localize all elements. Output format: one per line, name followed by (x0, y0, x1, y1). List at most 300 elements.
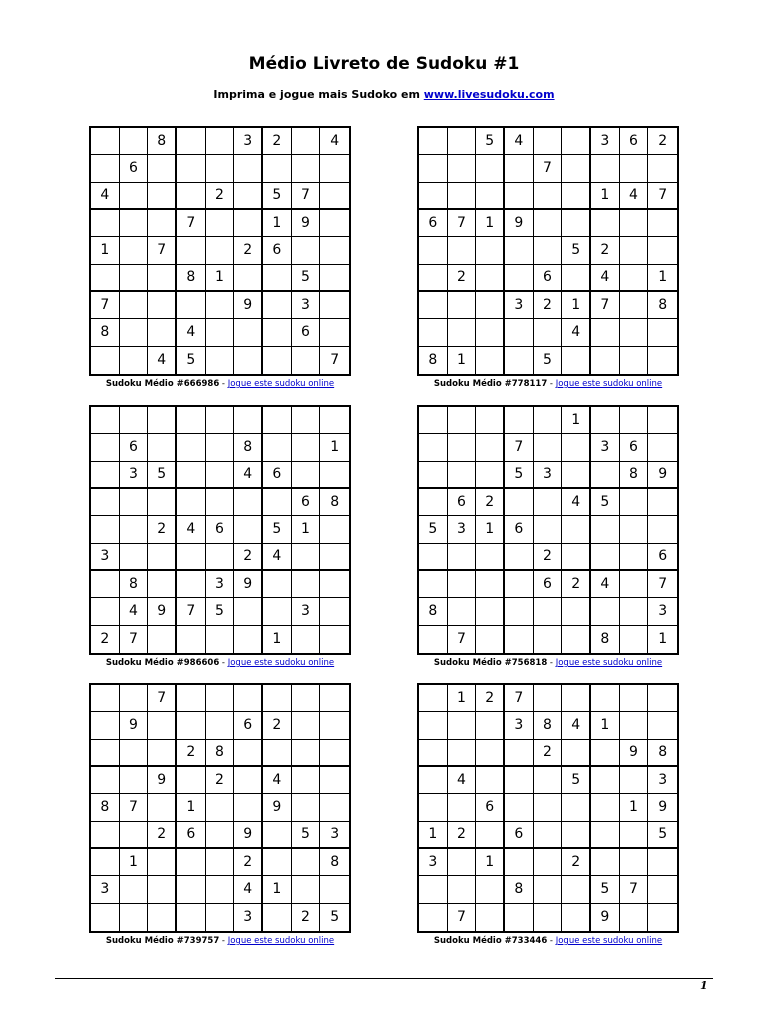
puzzle-label: Sudoku Médio #756818 (433, 658, 548, 668)
sudoku-cell: 1 (476, 849, 505, 876)
sudoku-cell: 7 (148, 237, 177, 264)
sudoku-cell: 3 (505, 712, 534, 739)
sudoku-cell (320, 876, 349, 903)
sudoku-cell (562, 876, 591, 903)
sudoku-cell (419, 626, 448, 653)
sudoku-cell (148, 210, 177, 237)
sudoku-cell (562, 265, 591, 292)
sudoku-cell: 6 (534, 571, 563, 598)
sudoku-cell (120, 516, 149, 543)
sudoku-cell: 6 (292, 489, 321, 516)
sudoku-cell (206, 407, 235, 434)
caption-separator: - (219, 658, 228, 668)
sudoku-cell: 7 (591, 292, 620, 319)
sudoku-cell: 2 (263, 128, 292, 155)
caption-separator: - (547, 658, 556, 668)
sudoku-cell (562, 210, 591, 237)
sudoku-cell (591, 544, 620, 571)
sudoku-cell (206, 849, 235, 876)
sudoku-cell: 1 (120, 849, 149, 876)
sudoku-cell (292, 685, 321, 712)
sudoku-cell (534, 516, 563, 543)
sudoku-cell (320, 794, 349, 821)
sudoku-cell (419, 794, 448, 821)
sudoku-cell (505, 767, 534, 794)
puzzle-caption (417, 658, 679, 668)
sudoku-cell (505, 265, 534, 292)
sudoku-cell (263, 407, 292, 434)
sudoku-cell (292, 237, 321, 264)
sudoku-cell (448, 462, 477, 489)
sudoku-cell: 5 (419, 516, 448, 543)
sudoku-cell: 9 (292, 210, 321, 237)
sudoku-cell (419, 489, 448, 516)
sudoku-cell (206, 685, 235, 712)
sudoku-cell (562, 626, 591, 653)
sudoku-cell (419, 571, 448, 598)
sudoku-cell: 8 (620, 462, 649, 489)
sudoku-cell (534, 685, 563, 712)
sudoku-cell (534, 904, 563, 931)
sudoku-cell (263, 265, 292, 292)
sudoku-cell: 5 (476, 128, 505, 155)
sudoku-cell: 8 (91, 794, 120, 821)
sudoku-cell: 5 (330, 909, 340, 926)
sudoku-cell (91, 128, 120, 155)
sudoku-cell (120, 319, 149, 346)
sudoku-cell (120, 767, 149, 794)
sudoku-cell: 6 (505, 822, 534, 849)
sudoku-cell (91, 210, 120, 237)
sudoku-cell: 2 (534, 292, 563, 319)
subtitle-text: Imprima e jogue mais Sudoko em (213, 88, 424, 101)
sudoku-cell (206, 347, 235, 374)
sudoku-cell (206, 544, 235, 571)
sudoku-cell: 2 (448, 265, 477, 292)
sudoku-cell: 2 (148, 822, 177, 849)
sudoku-cell (234, 794, 263, 821)
sudoku-cell (234, 183, 263, 210)
sudoku-cell: 3 (419, 849, 448, 876)
sudoku-cell (91, 489, 120, 516)
sudoku-cell: 2 (591, 237, 620, 264)
sudoku-cell (419, 237, 448, 264)
sudoku-cell (620, 210, 649, 237)
sudoku-cell (234, 265, 263, 292)
sudoku-cell: 5 (292, 822, 321, 849)
sudoku-cell (505, 237, 534, 264)
sudoku-cell: 1 (263, 626, 292, 653)
sudoku-cell: 3 (91, 544, 120, 571)
sudoku-cell (476, 876, 505, 903)
sudoku-cell: 7 (648, 183, 677, 210)
sudoku-cell (419, 319, 448, 346)
sudoku-cell (534, 767, 563, 794)
sudoku-cell: 2 (476, 685, 505, 712)
sudoku-cell: 2 (448, 822, 477, 849)
sudoku-cell (419, 183, 448, 210)
sudoku-cell: 1 (562, 407, 591, 434)
sudoku-cell (505, 347, 534, 374)
sudoku-cell (591, 319, 620, 346)
sudoku-cell (476, 904, 505, 931)
sudoku-cell (206, 712, 235, 739)
sudoku-cell: 3 (591, 128, 620, 155)
sudoku-cell (292, 849, 321, 876)
sudoku-cell (620, 767, 649, 794)
puzzle-caption (89, 658, 351, 668)
sudoku-cell (320, 407, 349, 434)
sudoku-cell (591, 598, 620, 625)
play-online-link[interactable]: Jogue este sudoku online (227, 658, 335, 668)
sudoku-cell (263, 685, 292, 712)
sudoku-cell: 7 (292, 183, 321, 210)
sudoku-cell: 8 (320, 489, 349, 516)
sudoku-puzzle-1 (89, 126, 351, 389)
sudoku-cell (620, 598, 649, 625)
sudoku-cell (591, 849, 620, 876)
sudoku-cell (234, 516, 263, 543)
sudoku-cell (476, 347, 505, 374)
sudoku-cell (292, 128, 321, 155)
sudoku-cell (620, 265, 649, 292)
sudoku-cell (148, 183, 177, 210)
sudoku-cell: 6 (620, 128, 649, 155)
sudoku-cell (476, 155, 505, 182)
sudoku-cell: 3 (234, 904, 263, 931)
sudoku-cell (448, 876, 477, 903)
sudoku-cell: 1 (620, 794, 649, 821)
sudoku-cell: 8 (148, 128, 177, 155)
sudoku-cell (234, 767, 263, 794)
sudoku-cell (206, 822, 235, 849)
sudoku-cell (206, 876, 235, 903)
sudoku-cell: 4 (263, 544, 292, 571)
sudoku-cell (448, 434, 477, 461)
sudoku-cell: 3 (448, 516, 477, 543)
sudoku-cell: 2 (234, 237, 263, 264)
sudoku-cell (320, 544, 349, 571)
sudoku-cell: 7 (505, 685, 534, 712)
sudoku-cell (648, 849, 677, 876)
sudoku-puzzle-4 (417, 405, 679, 668)
sudoku-cell: 6 (263, 462, 292, 489)
sudoku-cell (148, 407, 177, 434)
sudoku-cell: 6 (648, 544, 677, 571)
sudoku-cell (562, 904, 591, 931)
sudoku-cell (591, 462, 620, 489)
sudoku-cell: 8 (648, 740, 677, 767)
sudoku-cell (448, 237, 477, 264)
sudoku-cell (419, 265, 448, 292)
sudoku-cell: 7 (148, 685, 177, 712)
sudoku-cell (148, 319, 177, 346)
play-online-link[interactable]: Jogue este sudoku online (555, 658, 663, 668)
sudoku-cell (292, 544, 321, 571)
sudoku-cell (206, 237, 235, 264)
sudoku-cell: 4 (591, 265, 620, 292)
sudoku-cell (292, 794, 321, 821)
sudoku-cell (562, 685, 591, 712)
sudoku-cell (234, 319, 263, 346)
sudoku-cell: 9 (505, 210, 534, 237)
sudoku-cell: 4 (562, 489, 591, 516)
sudoku-cell (476, 292, 505, 319)
sudoku-cell: 5 (505, 462, 534, 489)
sudoku-cell (177, 155, 206, 182)
puzzle-label: Sudoku Médio #778117 (433, 379, 548, 389)
sudoku-cell (534, 128, 563, 155)
sudoku-cell (177, 237, 206, 264)
sudoku-cell (148, 712, 177, 739)
sudoku-cell: 3 (91, 876, 120, 903)
sudoku-cell: 8 (648, 292, 677, 319)
sudoku-cell (148, 740, 177, 767)
sudoku-cell (320, 685, 349, 712)
sudoku-cell (562, 544, 591, 571)
sudoku-cell: 3 (534, 462, 563, 489)
sudoku-cell (177, 434, 206, 461)
sudoku-cell (120, 740, 149, 767)
sudoku-cell (648, 407, 677, 434)
sudoku-cell: 5 (292, 265, 321, 292)
sudoku-cell: 7 (648, 571, 677, 598)
sudoku-cell (148, 292, 177, 319)
sudoku-cell (91, 849, 120, 876)
sudoku-cell: 1 (476, 210, 505, 237)
sudoku-cell: 2 (177, 740, 206, 767)
sudoku-cell (476, 319, 505, 346)
sudoku-cell: 2 (534, 740, 563, 767)
sudoku-cell (505, 183, 534, 210)
sudoku-cell: 2 (148, 516, 177, 543)
sudoku-cell (562, 155, 591, 182)
sudoku-cell (91, 462, 120, 489)
page-number: 1 (700, 979, 708, 992)
sudoku-cell (292, 876, 321, 903)
sudoku-cell (120, 904, 149, 931)
sudoku-cell (206, 794, 235, 821)
sudoku-cell: 7 (120, 794, 149, 821)
sudoku-cell: 1 (591, 712, 620, 739)
sudoku-cell (177, 712, 206, 739)
sudoku-cell: 4 (148, 347, 177, 374)
sudoku-cell: 7 (448, 626, 477, 653)
play-online-link[interactable]: Jogue este sudoku online (555, 379, 663, 389)
sudoku-cell (620, 516, 649, 543)
sudoku-grid (89, 405, 351, 655)
sudoku-cell: 1 (658, 631, 668, 648)
sudoku-cell: 8 (320, 849, 349, 876)
sudoku-cell (320, 462, 349, 489)
sudoku-cell: 1 (419, 822, 448, 849)
sudoku-cell: 3 (206, 571, 235, 598)
sudoku-cell: 1 (292, 516, 321, 543)
sudoku-cell (419, 876, 448, 903)
sudoku-cell: 6 (476, 794, 505, 821)
sudoku-cell (120, 347, 149, 374)
sudoku-cell (292, 767, 321, 794)
sudoku-cell (648, 434, 677, 461)
sudoku-cell (505, 794, 534, 821)
sudoku-cell (562, 794, 591, 821)
sudoku-cell (120, 210, 149, 237)
caption-separator: - (547, 936, 556, 946)
sudoku-cell (476, 265, 505, 292)
sudoku-cell: 6 (234, 712, 263, 739)
sudoku-cell (534, 822, 563, 849)
caption-separator: - (219, 936, 228, 946)
sudoku-cell (91, 598, 120, 625)
sudoku-cell: 4 (177, 516, 206, 543)
sudoku-cell (120, 489, 149, 516)
sudoku-cell: 2 (263, 712, 292, 739)
sudoku-cell (206, 904, 235, 931)
sudoku-cell: 6 (177, 822, 206, 849)
sudoku-cell: 5 (206, 598, 235, 625)
sudoku-cell (620, 155, 649, 182)
sudoku-cell (591, 794, 620, 821)
sudoku-cell (177, 489, 206, 516)
sudoku-cell: 2 (534, 544, 563, 571)
sudoku-cell: 8 (534, 712, 563, 739)
sudoku-cell (263, 489, 292, 516)
sudoku-cell (505, 904, 534, 931)
sudoku-cell (292, 155, 321, 182)
sudoku-cell (534, 319, 563, 346)
sudoku-cell: 1 (206, 265, 235, 292)
sudoku-cell: 8 (234, 434, 263, 461)
sudoku-cell (620, 904, 649, 931)
sudoku-cell (177, 904, 206, 931)
sudoku-cell: 6 (419, 210, 448, 237)
sudoku-cell: 4 (263, 767, 292, 794)
sudoku-cell (648, 319, 677, 346)
sudoku-cell (591, 685, 620, 712)
sudoku-cell (148, 904, 177, 931)
sudoku-cell (591, 347, 620, 374)
sudoku-cell: 6 (263, 237, 292, 264)
sudoku-cell (206, 155, 235, 182)
sudoku-cell (476, 740, 505, 767)
puzzle-label: Sudoku Médio #666986 (105, 379, 220, 389)
sudoku-cell (476, 544, 505, 571)
sudoku-cell: 2 (648, 128, 677, 155)
sudoku-cell: 7 (91, 292, 120, 319)
sudoku-cell: 3 (292, 292, 321, 319)
sudoku-cell: 4 (234, 876, 263, 903)
footer-divider (55, 978, 713, 979)
sudoku-grid (89, 126, 351, 376)
sudoku-cell (91, 571, 120, 598)
sudoku-cell (648, 876, 677, 903)
sudoku-grid (417, 683, 679, 933)
sudoku-cell: 1 (448, 685, 477, 712)
sudoku-cell (148, 626, 177, 653)
sudoku-cell (505, 544, 534, 571)
sudoku-cell (206, 462, 235, 489)
sudoku-cell: 7 (448, 904, 477, 931)
sudoku-cell: 3 (648, 767, 677, 794)
sudoku-cell (177, 128, 206, 155)
sudoku-cell (448, 292, 477, 319)
play-online-link[interactable]: Jogue este sudoku online (227, 936, 335, 946)
sudoku-cell (148, 155, 177, 182)
sudoku-cell (234, 598, 263, 625)
site-link[interactable]: www.livesudoku.com (423, 88, 555, 101)
sudoku-cell (419, 904, 448, 931)
sudoku-cell (320, 598, 349, 625)
sudoku-cell (263, 434, 292, 461)
sudoku-cell: 4 (91, 183, 120, 210)
sudoku-cell (476, 626, 505, 653)
puzzle-label: Sudoku Médio #733446 (433, 936, 548, 946)
sudoku-cell (562, 822, 591, 849)
sudoku-cell (120, 407, 149, 434)
sudoku-cell: 4 (120, 598, 149, 625)
booklet-subtitle (0, 88, 768, 101)
sudoku-cell (476, 434, 505, 461)
sudoku-cell (448, 183, 477, 210)
sudoku-cell: 5 (591, 489, 620, 516)
sudoku-cell (505, 319, 534, 346)
sudoku-cell (320, 712, 349, 739)
sudoku-cell (234, 740, 263, 767)
sudoku-puzzle-5 (89, 683, 351, 946)
sudoku-cell (206, 489, 235, 516)
sudoku-cell (177, 876, 206, 903)
sudoku-cell (505, 489, 534, 516)
sudoku-cell (148, 571, 177, 598)
sudoku-cell (320, 319, 349, 346)
sudoku-cell (591, 822, 620, 849)
sudoku-cell: 7 (534, 155, 563, 182)
sudoku-cell (292, 740, 321, 767)
booklet-title: Médio Livreto de Sudoku #1 (248, 54, 520, 74)
sudoku-cell (448, 407, 477, 434)
sudoku-cell: 2 (562, 849, 591, 876)
sudoku-cell: 2 (206, 183, 235, 210)
sudoku-cell: 2 (234, 544, 263, 571)
sudoku-cell (263, 822, 292, 849)
sudoku-cell: 1 (448, 347, 477, 374)
sudoku-cell (505, 849, 534, 876)
sudoku-cell (476, 462, 505, 489)
sudoku-cell (562, 462, 591, 489)
sudoku-cell: 6 (448, 489, 477, 516)
sudoku-cell: 1 (263, 210, 292, 237)
sudoku-cell: 9 (620, 740, 649, 767)
sudoku-cell (620, 489, 649, 516)
sudoku-cell (120, 265, 149, 292)
sudoku-cell: 3 (648, 598, 677, 625)
sudoku-cell (234, 210, 263, 237)
sudoku-cell: 5 (177, 347, 206, 374)
play-online-link[interactable]: Jogue este sudoku online (555, 936, 663, 946)
sudoku-cell (648, 685, 677, 712)
sudoku-cell (505, 155, 534, 182)
sudoku-cell: 3 (234, 128, 263, 155)
sudoku-cell (591, 155, 620, 182)
sudoku-cell (292, 434, 321, 461)
sudoku-cell: 1 (476, 516, 505, 543)
sudoku-cell (505, 571, 534, 598)
play-online-link[interactable]: Jogue este sudoku online (227, 379, 335, 389)
sudoku-cell (148, 489, 177, 516)
sudoku-cell (476, 407, 505, 434)
sudoku-cell: 2 (562, 571, 591, 598)
sudoku-cell: 2 (476, 489, 505, 516)
